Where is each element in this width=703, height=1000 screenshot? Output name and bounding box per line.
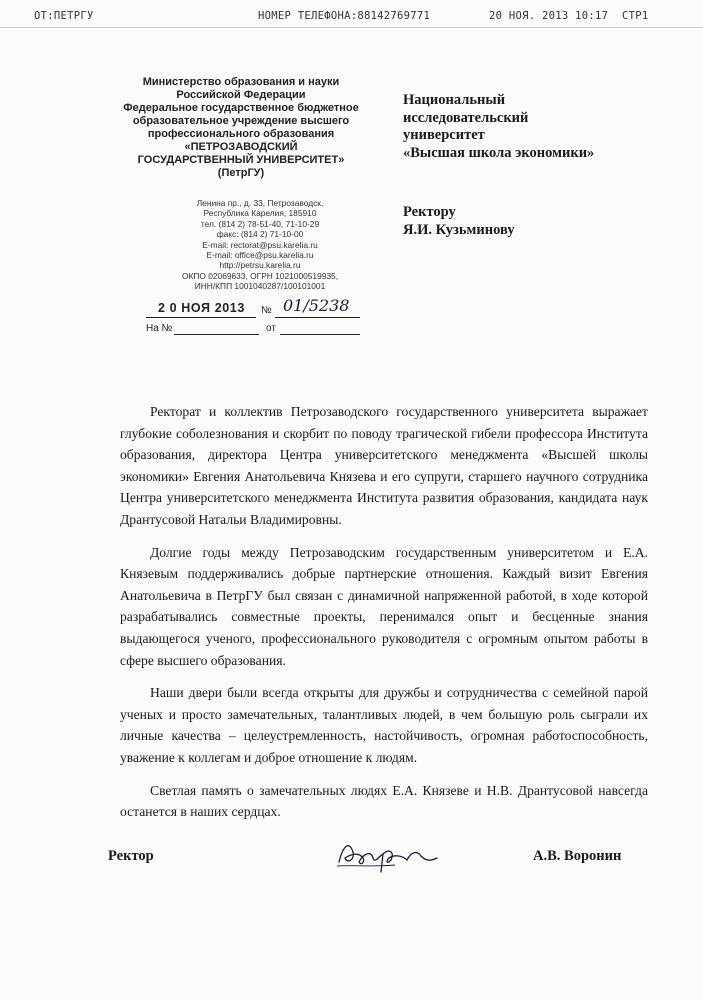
body-line: экономики» Евгения Анатольевича Князева и его супруги, старшего научного сотрудника — [120, 468, 648, 484]
fax-divider — [0, 27, 703, 28]
addressee-line: университет — [403, 127, 485, 143]
body-line: останется в наших сердцах. — [120, 804, 281, 820]
issuer-line: Федеральное государственное бюджетное — [123, 102, 359, 114]
ref-underline — [174, 334, 259, 335]
issuer-line: «ПЕТРОЗАВОДСКИЙ — [184, 141, 298, 153]
signatory-name: А.В. Воронин — [533, 848, 622, 864]
signatory-title: Ректор — [108, 848, 154, 864]
outgoing-number: 01/5238 — [283, 296, 350, 315]
contact-line: E-mail: office@psu.karelia.ru — [206, 250, 314, 261]
body-line: уважение к коллегам и доброе отношение к людям. — [120, 749, 418, 765]
fax-phone: НОМЕР ТЕЛЕФОНА:88142769771 — [258, 10, 431, 22]
issuer-line: профессионального образования — [147, 128, 335, 140]
body-line: ученых и просто замечательных, талантливых людей, в чем большую роль сыграли их — [120, 706, 648, 722]
addressee-line: Национальный — [403, 92, 506, 108]
addressee-to-line: Я.И. Кузьминову — [403, 222, 515, 238]
body-paragraph — [120, 682, 648, 768]
issuer-contacts — [160, 198, 360, 292]
issuer-line: Министерство образования и науки — [142, 76, 340, 88]
addressee-to-line: Ректору — [403, 204, 456, 220]
issuer-line: ГОСУДАРСТВЕННЫЙ УНИВЕРСИТЕТ» — [137, 154, 345, 166]
addressee-organization — [403, 92, 663, 162]
body-paragraph — [120, 780, 648, 823]
ref-from-label: от — [266, 323, 276, 334]
contact-line: тел. (814 2) 78-51-40, 71-10-29 — [200, 218, 320, 229]
body-line: личные качества – целеустремленность, настойчивость, огромная работоспособность, — [120, 728, 648, 744]
number-underline — [275, 317, 360, 318]
body-line: Ректорат и коллектив Петрозаводского государственного университета выражает — [150, 404, 648, 419]
contact-line: Ленина пр., д. 33, Петрозаводск, — [196, 198, 324, 208]
date-underline — [146, 317, 256, 318]
body-line: сфере высшего образования. — [120, 652, 286, 668]
contact-line: Республика Карелия, 185910 — [203, 208, 317, 219]
letter-body — [120, 401, 648, 834]
contact-line: факс: (814 2) 71-10-00 — [216, 229, 304, 240]
body-line: Дрантусовой Натальи Владимировны. — [120, 511, 342, 527]
ref-from-underline — [280, 334, 360, 335]
body-paragraph — [120, 542, 648, 672]
contact-line: ОКПО 02069633, ОГРН 1021000519935, — [181, 270, 339, 281]
body-line: Князевым поддерживались добрые партнерские отношения. Каждый визит Евгения — [120, 566, 648, 582]
ref-number-label: На № — [146, 323, 173, 334]
fax-datetime: 20 НОЯ. 2013 10:17 — [489, 10, 609, 22]
fax-from: ОТ:ПЕТРГУ — [34, 10, 94, 22]
body-line: Светлая память о замечательных людях Е.А. Князеве и Н.В. Дрантусовой навсегда — [150, 782, 648, 798]
addressee-person — [403, 203, 623, 239]
issuer-line: образовательное учреждение высшего — [132, 115, 350, 127]
issuer-line: (ПетрГУ) — [217, 167, 265, 179]
outgoing-number-label: № — [261, 305, 272, 316]
issuer-letterhead — [96, 76, 386, 180]
outgoing-date: 2 0 НОЯ 2013 — [158, 301, 245, 315]
issuer-line: Российской Федерации — [176, 89, 306, 101]
body-line: глубокие соболезнования и скорбит по поводу трагической гибели профессора Института — [120, 425, 648, 441]
body-line: Центра университетского менеджмента Института развития образования, кандидата наук — [120, 490, 648, 506]
handwritten-signature — [333, 832, 443, 876]
fax-header — [0, 10, 703, 26]
body-line: образования, директора Центра университетского менеджмента «Высшей школы — [120, 447, 648, 463]
body-line: Долгие годы между Петрозаводским государственным университетом и Е.А. — [150, 544, 648, 560]
body-line: разрабатывались совместные проекты, перенимался опыт и бесценные знания — [120, 609, 648, 625]
addressee-line: «Высшая школа экономики» — [403, 144, 595, 161]
body-paragraph — [120, 401, 648, 531]
body-line: выдающегося ученого, профессионального руководителя с огромным опытом работы в — [120, 630, 648, 646]
contact-line: http://petrsu.karelia.ru — [219, 260, 301, 271]
addressee-line: исследовательский — [403, 109, 529, 126]
contact-line: ИНН/КПП 1001040287/100101001 — [194, 281, 326, 292]
body-line: Анатольевича в ПетрГУ был связан с динамичной напряженной работой, в ходе которой — [120, 587, 648, 603]
body-line: Наши двери были всегда открыты для дружбы и сотрудничества с семейной парой — [150, 685, 648, 701]
contact-line: E-mail: rectorat@psu.karelia.ru — [202, 239, 318, 250]
fax-page: СТР1 — [622, 10, 649, 22]
